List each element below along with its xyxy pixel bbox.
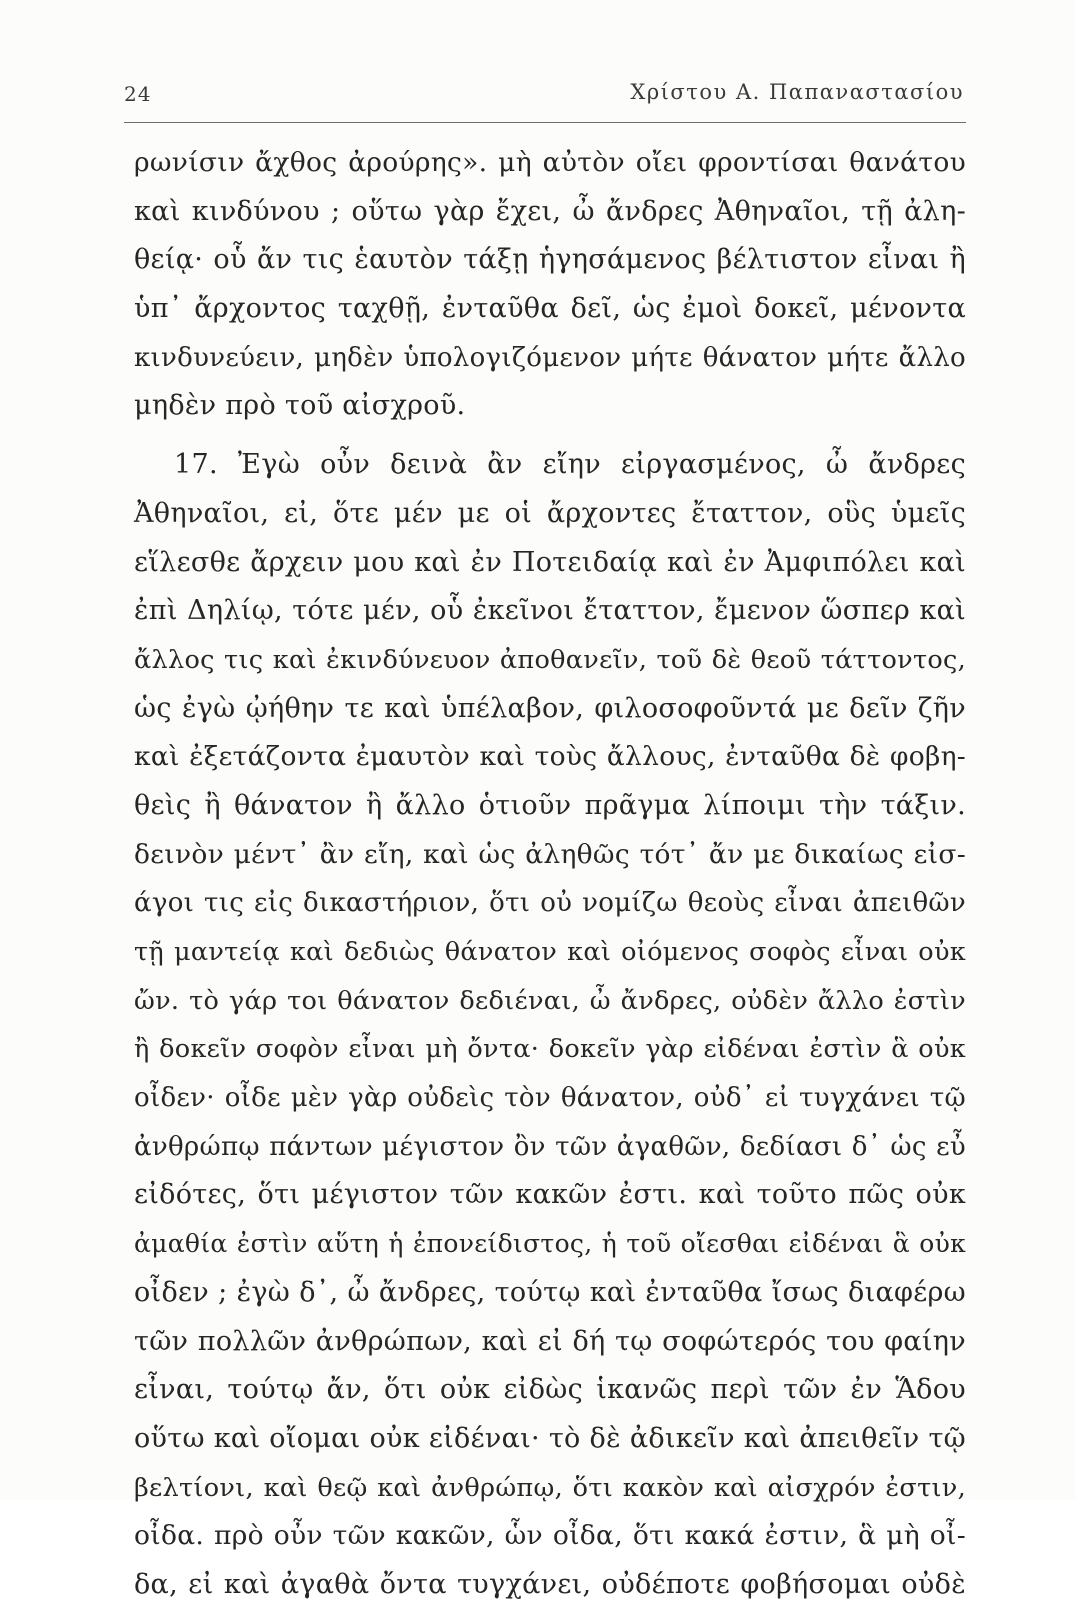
text-line: καὶ ἐξετάζοντα ἐμαυτὸν καὶ τοὺς ἄλλους, ἐνταῦθα δὲ φοβη- [134,741,966,773]
page-header [124,78,964,110]
text-line: δεινὸν μέντ᾿ ἂν εἴη, καὶ ὡς ἀληθῶς τότ᾿ ἄν με δικαίως εἰσ- [134,838,966,870]
text-line: ὑπ᾿ ἄρχοντος ταχθῇ, ἐνταῦθα δεῖ, ὡς ἐμοὶ δοκεῖ, μένοντα [134,293,966,325]
body-text [134,139,966,1610]
text-line: οὕτω καὶ οἴομαι οὐκ εἰδέναι· τὸ δὲ ἀδικεῖν καὶ ἀπειθεῖν τῷ [134,1422,966,1454]
text-line: βελτίονι, καὶ θεῷ καὶ ἀνθρώπῳ, ὅτι κακὸν καὶ αἰσχρόν ἐστιν, [134,1472,966,1503]
text-line: κινδυνεύειν, μηδὲν ὑπολογιζόμενον μήτε θάνατον μήτε ἄλλο [134,342,966,373]
text-line-indented: 17. Ἐγὼ οὖν δεινὰ ἂν εἴην εἰργασμένος, ὦ ἄνδρες [174,449,966,481]
text-line: οἶδα. πρὸ οὖν τῶν κακῶν, ὧν οἶδα, ὅτι κακά ἐστιν, ἃ μὴ οἶ- [134,1520,966,1552]
text-line: ἐπὶ Δηλίῳ, τότε μέν, οὗ ἐκεῖνοι ἔταττον, ἔμενον ὥσπερ καὶ [134,595,966,627]
text-line: ἄλλος τις καὶ ἐκινδύνευον ἀποθανεῖν, τοῦ δὲ θεοῦ τάττοντος, [134,644,966,675]
text-line: ὡς ἐγὼ ᾠήθην τε καὶ ὑπέλαβον, φιλοσοφοῦντά με δεῖν ζῆν [134,692,966,724]
text-line: ἀμαθία ἐστὶν αὕτη ἡ ἐπονείδιστος, ἡ τοῦ οἴεσθαι εἰδέναι ἃ οὐκ [134,1229,966,1259]
text-line: τῶν πολλῶν ἀνθρώπων, καὶ εἰ δή τῳ σοφώτερός του φαίην [134,1325,966,1357]
text-line: δα, εἰ καὶ ἀγαθὰ ὄντα τυγχάνει, οὐδέποτε φοβήσομαι οὐδὲ [134,1568,966,1600]
paragraph-continuation [134,139,966,431]
text-line: οἶδεν· οἶδε μὲν γὰρ οὐδεὶς τὸν θάνατον, οὐδ᾿ εἰ τυγχάνει τῷ [134,1083,966,1114]
text-line: οἶδεν ; ἐγὼ δ᾿, ὦ ἄνδρες, τούτῳ καὶ ἐνταῦθα ἴσως διαφέρω [134,1276,966,1308]
header-rule [124,122,966,123]
text-line: ἀνθρώπῳ πάντων μέγιστον ὂν τῶν ἀγαθῶν, δεδίασι δ᾿ ὡς εὖ [134,1131,966,1162]
text-line: Ἀθηναῖοι, εἰ, ὅτε μέν με οἱ ἄρχοντες ἔταττον, οὓς ὑμεῖς [134,497,966,529]
paragraph-17 [134,441,966,1610]
text-line: ἢ δοκεῖν σοφὸν εἶναι μὴ ὄντα· δοκεῖν γὰρ εἰδέναι ἐστὶν ἃ οὐκ [134,1034,966,1065]
text-line: τῇ μαντείᾳ καὶ δεδιὼς θάνατον καὶ οἰόμενος σοφὸς εἶναι οὐκ [134,937,966,967]
text-line: εἰδότες, ὅτι μέγιστον τῶν κακῶν ἐστι. καὶ τοῦτο πῶς οὐκ [134,1179,966,1211]
text-line: θείᾳ· οὗ ἄν τις ἑαυτὸν τάξῃ ἡγησάμενος βέλτιστον εἶναι ἢ [134,244,966,276]
text-line: καὶ κινδύνου ; οὕτω γὰρ ἔχει, ὦ ἄνδρες Ἀθηναῖοι, τῇ ἀλη- [134,195,966,227]
paragraph-gap [134,431,966,441]
text-line: ὤν. τὸ γάρ τοι θάνατον δεδιέναι, ὦ ἄνδρες, οὐδὲν ἄλλο ἐστὶν [134,985,966,1016]
text-line: μηδὲν πρὸ τοῦ αἰσχροῦ. [134,390,466,422]
text-line: εἶναι, τούτῳ ἄν, ὅτι οὐκ εἰδὼς ἱκανῶς περὶ τῶν ἐν Ἅδου [134,1374,966,1406]
text-line: εἵλεσθε ἄρχειν μου καὶ ἐν Ποτειδαίᾳ καὶ ἐν Ἀμφιπόλει καὶ [134,546,966,578]
text-line: άγοι τις εἰς δικαστήριον, ὅτι οὐ νομίζω θεοὺς εἶναι ἀπειθῶν [134,888,966,919]
running-head-author: Χρίστου Α. Παπαναστασίου [630,80,964,104]
text-line: ρωνίσιν ἄχθος ἀρούρης». μὴ αὐτὸν οἴει φροντίσαι θανάτου [134,147,966,178]
text-line: θεὶς ἢ θάνατον ἢ ἄλλο ὁτιοῦν πρᾶγμα λίποιμι τὴν τάξιν. [134,789,966,821]
page-number: 24 [124,82,152,106]
